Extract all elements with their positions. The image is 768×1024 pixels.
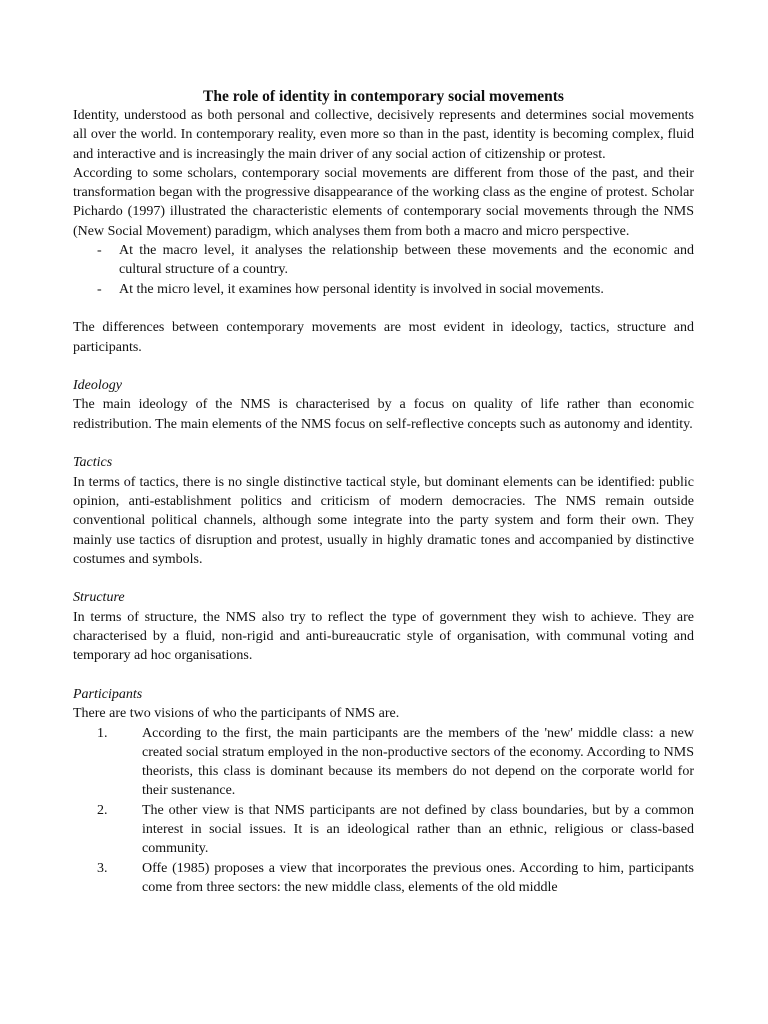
list-item: [73, 280, 694, 299]
list-marker: -: [97, 243, 102, 259]
spacer: [73, 299, 694, 318]
document-page: [73, 87, 694, 897]
spacer: [73, 569, 694, 588]
structure-paragraph: In terms of structure, the NMS also try to reflect the type of government they wish to achieve. They are characterised by a fluid, non-rigid and anti-bureaucratic style of organisation, with communal voting and temporary ad hoc organisations.: [73, 609, 694, 664]
spacer: [73, 434, 694, 453]
list-item-text: At the micro level, it examines how personal identity is involved in social movements.: [119, 281, 604, 297]
perspective-list: [73, 241, 694, 299]
participants-list: [73, 724, 694, 898]
list-item: [73, 241, 694, 280]
section-heading-tactics: Tactics: [73, 455, 113, 471]
list-item-text: At the macro level, it analyses the relationship between these movements and the economic and cultural structure of a country.: [119, 243, 694, 278]
intro-paragraph: According to some scholars, contemporary social movements are different from those of the past, and their transformation began with the progressive disappearance of the working class as the engine of protest. Scholar Pichardo (1997) illustrated the characteristic elements of contemporary social movements through the NMS (New Social Movement) paradigm, which analyses them from both a macro and micro perspective.: [73, 165, 694, 239]
section-heading-participants: Participants: [73, 686, 143, 702]
list-item-text: According to the first, the main participants are the members of the 'new' middle class: a new created social stratum employed in the non-productive sectors of the economy. According to NMS theorists, this class is dominant because its members do not depend on the corporate world for their sustenance.: [142, 725, 694, 799]
participants-paragraph: There are two visions of who the participants of NMS are.: [73, 706, 400, 722]
tactics-paragraph: In terms of tactics, there is no single distinctive tactical style, but dominant elements can be identified: public opinion, anti-establishment politics and criticism of modern democracies. The NMS remain outside conventional political channels, although some integrate into the party system and form their own. They mainly use tactics of disruption and protest, usually in highly dramatic tones and accompanied by distinctive costumes and symbols.: [73, 474, 694, 567]
list-marker: -: [97, 281, 102, 297]
section-heading-ideology: Ideology: [73, 378, 122, 394]
differences-paragraph: The differences between contemporary movements are most evident in ideology, tactics, structure and participants.: [73, 320, 694, 355]
list-marker: 1.: [97, 725, 108, 741]
intro-paragraph: Identity, understood as both personal and collective, decisively represents and determines social movements all over the world. In contemporary reality, even more so than in the past, identity is becoming complex, fluid and interactive and is increasingly the main driver of any social action of citizenship or protest.: [73, 108, 694, 162]
list-marker: 2.: [97, 802, 108, 818]
section-heading-structure: Structure: [73, 590, 125, 606]
document-title: The role of identity in contemporary social movements: [203, 88, 564, 105]
list-item: [73, 801, 694, 859]
ideology-paragraph: The main ideology of the NMS is characterised by a focus on quality of life rather than economic redistribution. The main elements of the NMS focus on self-reflective concepts such as autonomy and identity.: [73, 397, 694, 432]
list-marker: 3.: [97, 860, 108, 876]
list-item: [73, 724, 694, 801]
list-item-text: Offe (1985) proposes a view that incorporates the previous ones. According to him, participants come from three sectors: the new middle class, elements of the old middle: [142, 860, 694, 895]
spacer: [73, 666, 694, 685]
spacer: [73, 357, 694, 376]
list-item: [73, 859, 694, 898]
list-item-text: The other view is that NMS participants are not defined by class boundaries, but by a common interest in social issues. It is an ideological rather than an ethnic, religious or class-based community.: [142, 802, 694, 857]
